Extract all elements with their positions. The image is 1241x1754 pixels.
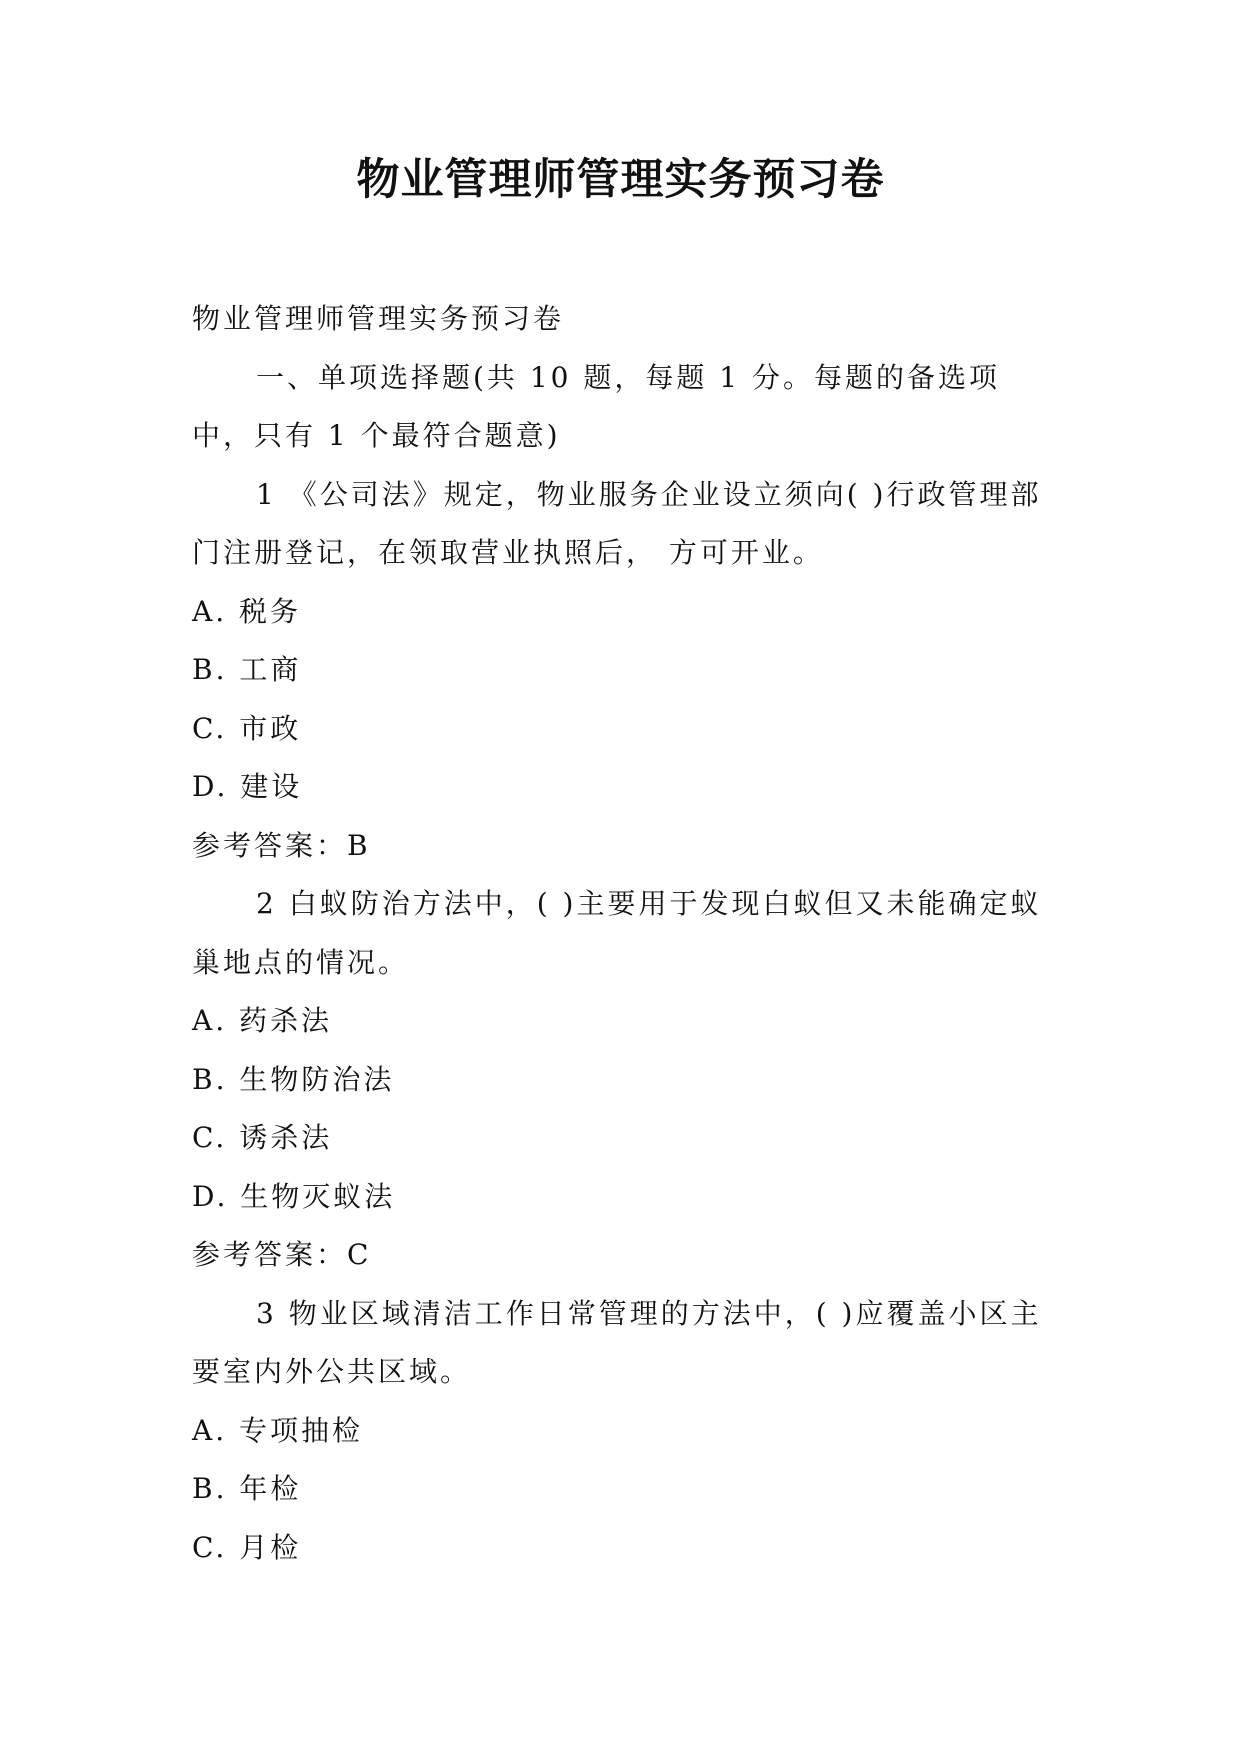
question-1-option-c: C. 市政	[192, 711, 302, 745]
question-2-option-c: C. 诱杀法	[192, 1121, 333, 1154]
question-3-option-b: B. 年检	[192, 1472, 302, 1505]
question-2-option-a: A. 药杀法	[192, 1004, 333, 1037]
document-subtitle: 物业管理师管理实务预习卷	[192, 302, 565, 335]
question-2-answer: 参考答案：C	[192, 1238, 372, 1271]
section-heading: 一、单项选择题(共 10 题，每题 1 分。每题的备选项中，只有 1 个最符合题意)	[192, 360, 1000, 452]
question-1-option-d: D. 建设	[192, 770, 303, 803]
question-2-option-d: D. 生物灭蚁法	[192, 1179, 396, 1213]
question-3: 3 物业区域清洁工作日常管理的方法中，( )应覆盖小区主要室内外公共区域。	[192, 1296, 1042, 1388]
document-title: 物业管理师管理实务预习卷	[356, 155, 885, 205]
question-3-option-c: C. 月检	[192, 1530, 302, 1564]
question-2: 2 白蚁防治方法中，( )主要用于发现白蚁但又未能确定蚁巢地点的情况。	[192, 887, 1042, 979]
question-1: 1 《公司法》规定，物业服务企业设立须向( )行政管理部门注册登记，在领取营业执照后， 方可开业。	[192, 477, 1042, 569]
question-1-answer: 参考答案：B	[192, 828, 371, 862]
question-1-option-b: B. 工商	[192, 653, 302, 686]
question-2-option-b: B. 生物防治法	[192, 1062, 395, 1096]
question-1-option-a: A. 税务	[192, 594, 302, 628]
question-3-option-a: A. 专项抽检	[192, 1413, 364, 1447]
document-body	[192, 290, 1060, 1577]
